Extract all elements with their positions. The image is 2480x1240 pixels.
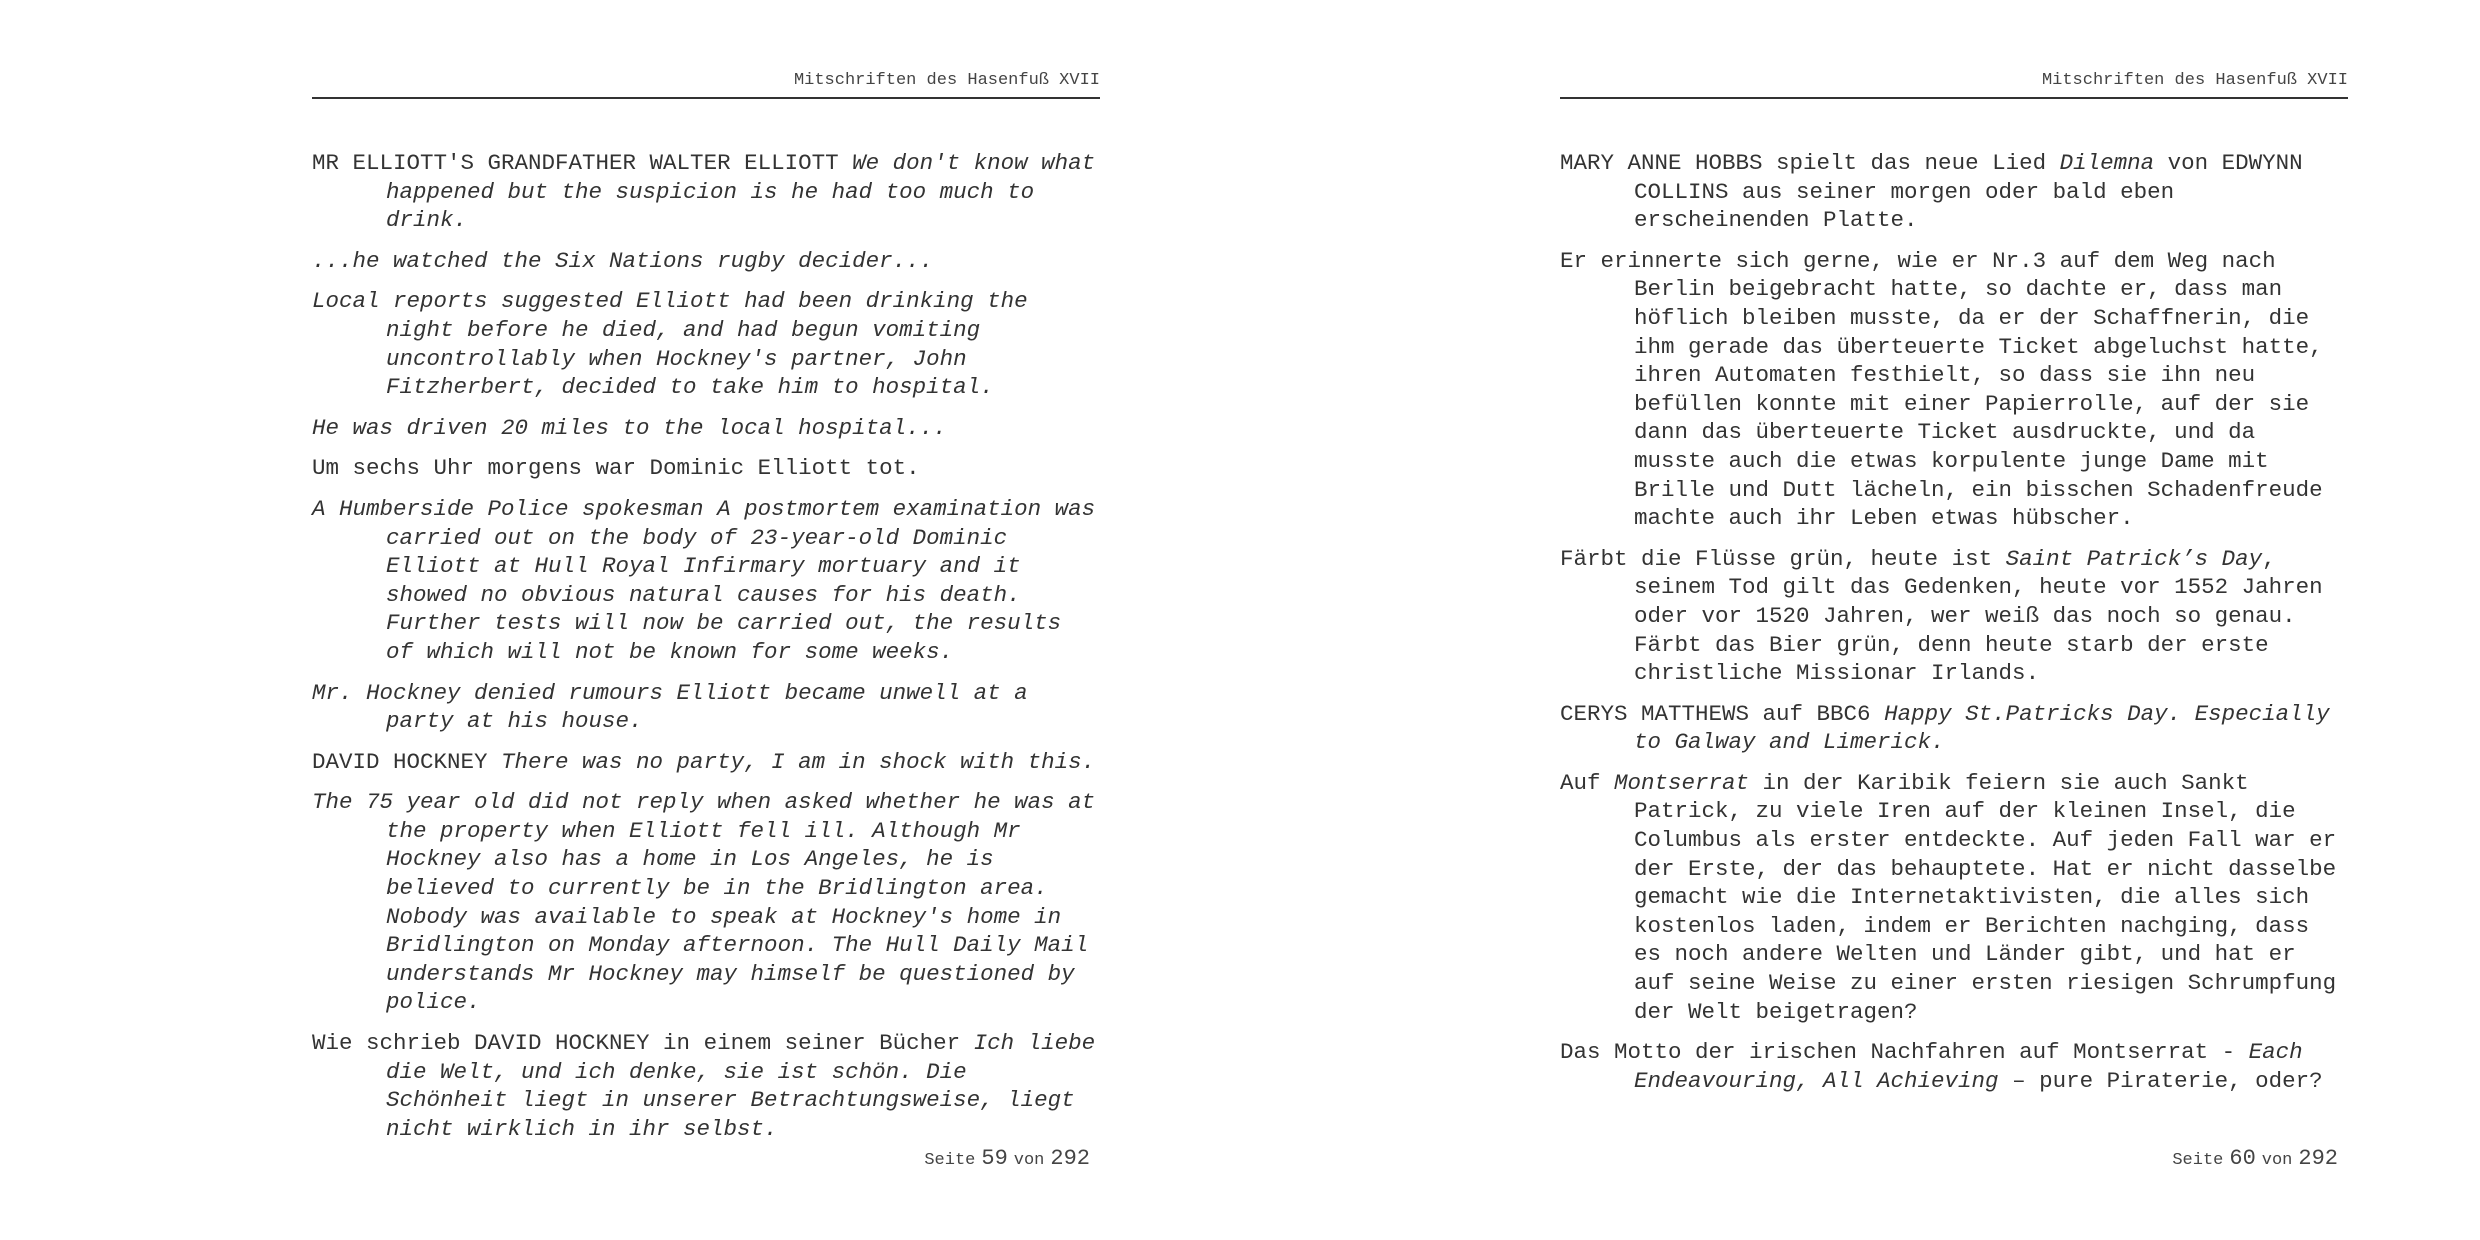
paragraph: [1560, 149, 2348, 235]
italic-text-run: Mr. Hockney denied rumours Elliott became unwell at a party at his house.: [312, 679, 1028, 735]
paragraph: [312, 247, 1100, 276]
running-header: Mitschriften des Hasenfuß XVII: [2041, 71, 2348, 90]
paragraph: [312, 149, 1100, 235]
paragraph: [1560, 1038, 2348, 1095]
page-number: 60: [2229, 1146, 2256, 1171]
footer-label-seite: Seite: [924, 1151, 976, 1170]
italic-text-run: There was no party, I am in shock with this.: [501, 748, 1096, 775]
italic-text-run: We don't know what happened but the suspicion is he had too much to drink.: [386, 150, 1096, 234]
text-run: MR ELLIOTT'S GRANDFATHER WALTER ELLIOTT: [312, 150, 853, 176]
italic-text-run: Montserrat: [1614, 769, 1750, 796]
paragraph: [1560, 247, 2348, 533]
header-rule: [1560, 97, 2348, 99]
header-rule: [312, 97, 1100, 99]
footer-label-von: von: [1013, 1151, 1045, 1170]
page-number: 59: [981, 1146, 1008, 1171]
page-footer: [312, 1145, 1096, 1175]
text-run: Er erinnerte sich gerne, wie er Nr.3 auf dem Weg nach Berlin beigebracht hatte, so dachte er, dass man höflich bleiben musste, da er der Schaffnerin, die ihm gerade das überteuerte Ticket abgeluchst hatte, ihren Automaten festhielt, so dass sie ihn neu befüllen konnte mit einer Papierrolle, auf der sie dann das überteuerte Ticket ausdruckte, und da musste auch die etwas korpulente junge Dame mit Brille und Dutt lächeln, ein bisschen Schadenfreude machte auch ihr Leben etwas hübscher.: [1560, 247, 2323, 532]
paragraph: [312, 287, 1100, 401]
right-page: [1560, 0, 2348, 1240]
paragraph: [312, 788, 1100, 1017]
text-run: CERYS MATTHEWS auf BBC6: [1560, 700, 1885, 727]
text-run: in der Karibik feiern sie auch Sankt Patrick, zu viele Iren auf der kleinen Insel, die Columbus als erster entdeckte. Auf jeden Fall war er der Erste, der das behauptete. Hat er nicht dasselbe gemacht wie die Internetaktivisten, die alles sich kostenlos laden, indem er Berichten nachging, dass es noch andere Welten und Länder gibt, und hat er auf seine Weise zu einer ersten riesigen Schrumpfung der Welt beigetragen?: [1634, 769, 2337, 1025]
text-run: Um sechs Uhr morgens war Dominic Elliott tot.: [312, 455, 920, 482]
footer-label-von: von: [2261, 1151, 2293, 1170]
page-total: 292: [1050, 1146, 1090, 1171]
paragraph: [312, 748, 1100, 777]
text-run: DAVID HOCKNEY: [312, 748, 502, 775]
paragraph: [1560, 545, 2348, 688]
body-text: [1560, 149, 2348, 1107]
text-run: Färbt die Flüsse grün, heute ist: [1560, 545, 2006, 572]
text-run: von EDWYNN COLLINS aus seiner morgen oder bald eben erscheinenden Platte.: [1634, 150, 2303, 234]
page-footer: [1560, 1145, 2344, 1175]
paragraph: [312, 495, 1100, 667]
text-run: Wie schrieb DAVID HOCKNEY in einem seiner Bücher: [312, 1030, 974, 1057]
page-total: 292: [2298, 1146, 2338, 1171]
italic-text-run: Dilemna: [2059, 150, 2155, 176]
italic-text-run: Saint Patrick’s Day: [2005, 545, 2263, 572]
italic-text-run: Happy St.Patricks Day. Especially to Galway and Limerick.: [1634, 700, 2330, 756]
text-run: MARY ANNE HOBBS spielt das neue Lied: [1560, 150, 2060, 176]
paragraph: [312, 1029, 1100, 1143]
paragraph: [312, 679, 1100, 736]
italic-text-run: The 75 year old did not reply when asked whether he was at the property when Elliott fell ill. Although Mr Hockney also has a home in Los Angeles, he is believed to currently be in the Bridlington area. Nobody was available to speak at Hockney's home in Bridlington on Monday afternoon. The Hull Daily Mail understands Mr Hockney may himself be questioned by police.: [312, 789, 1096, 1016]
body-text: [312, 149, 1100, 1155]
running-header: Mitschriften des Hasenfuß XVII: [793, 71, 1100, 90]
text-run: Das Motto der irischen Nachfahren auf Montserrat -: [1560, 1039, 2249, 1066]
left-page: [312, 0, 1100, 1240]
italic-text-run: He was driven 20 miles to the local hospital...: [312, 414, 947, 441]
paragraph: [312, 454, 1100, 483]
italic-text-run: Each Endeavouring, All Achieving: [1634, 1039, 2303, 1094]
text-run: , seinem Tod gilt das Gedenken, heute vor 1552 Jahren oder vor 1520 Jahren, wer weiß das noch so genau. Färbt das Bier grün, denn heute starb der erste christliche Missionar Irlands.: [1634, 545, 2323, 687]
footer-label-seite: Seite: [2172, 1151, 2224, 1170]
paragraph: [312, 414, 1100, 443]
italic-text-run: ...he watched the Six Nations rugby decider...: [312, 247, 934, 274]
italic-text-run: Local reports suggested Elliott had been drinking the night before he died, and had begun vomiting uncontrollably when Hockney's partner, John Fitzherbert, decided to take him to hospital.: [312, 288, 1028, 401]
italic-text-run: A Humberside Police spokesman A postmortem examination was carried out on the body of 23-year-old Dominic Elliott at Hull Royal Infirmary mortuary and it showed no obvious natural causes for his death. Further tests will now be carried out, the results of which will not be known for some weeks.: [312, 495, 1096, 665]
text-run: Auf: [1560, 769, 1615, 796]
italic-text-run: Ich liebe die Welt, und ich denke, sie ist schön. Die Schönheit liegt in unserer Betrachtungsweise, liegt nicht wirklich in ihr selbst.: [386, 1030, 1096, 1142]
paragraph: [1560, 700, 2348, 757]
paragraph: [1560, 769, 2348, 1026]
text-run: – pure Piraterie, oder?: [1998, 1067, 2323, 1094]
